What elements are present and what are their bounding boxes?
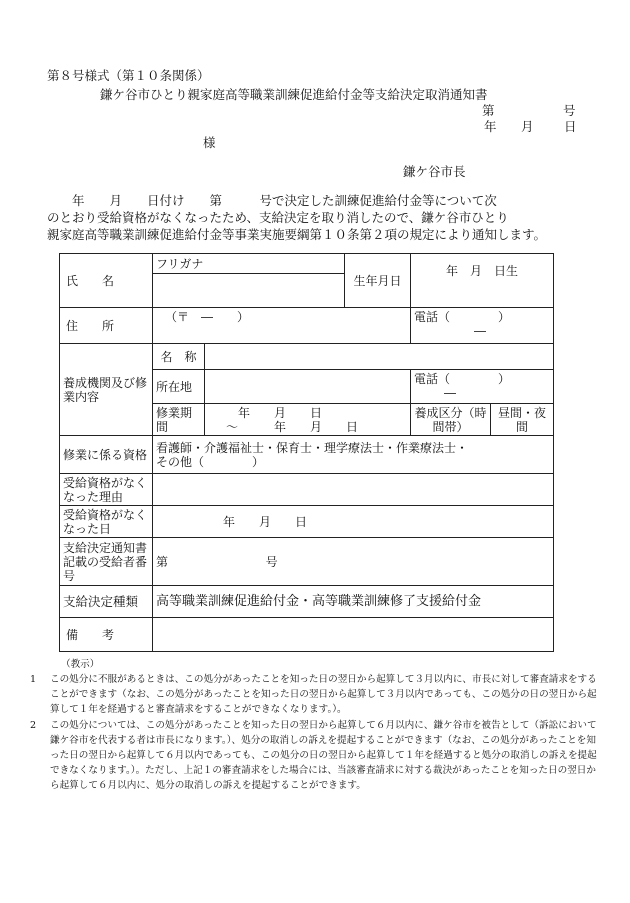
decision-kind-value[interactable]: 高等職業訓練促進給付金・高等職業訓練修了支援給付金 [153, 586, 554, 618]
note-item-1 [30, 672, 600, 717]
note-number-2: 2 [30, 720, 37, 731]
address-tel[interactable] [411, 308, 554, 344]
form-number: 第８号様式（第１０条関係） [47, 68, 210, 83]
postal-code[interactable]: （〒 ― ） [153, 308, 411, 344]
addressee-suffix: 様 [203, 135, 216, 150]
note-item-2 [30, 718, 600, 793]
date-year: 年 [484, 119, 497, 134]
document-title: 鎌ケ谷市ひとり親家庭高等職業訓練促進給付金等支給決定取消通知書 [100, 87, 488, 102]
body-line-2: のとおり受給資格がなくなったため、支給決定を取り消したので、鎌ケ谷市ひとり [47, 210, 509, 225]
notice-number-suffix: 号 [265, 554, 278, 569]
tel-label: 電話（ ） [414, 310, 511, 324]
course-type-label: 養成区分（時間帯） [411, 404, 491, 436]
lost-date-label: 受給資格がなくなった日 [60, 506, 153, 538]
notice-number-label: 支給決定通知書記載の受給者番号 [60, 538, 153, 586]
institution-tel[interactable] [411, 370, 554, 404]
doc-number-suffix: 号 [563, 103, 576, 118]
info-table [59, 253, 554, 652]
lost-date-value[interactable]: 年 月 日 [153, 506, 554, 538]
qualification-line-2: その他（ ） [156, 454, 265, 469]
issuer: 鎌ケ谷市長 [403, 164, 466, 179]
birthdate-label: 生年月日 [345, 254, 411, 308]
name-field[interactable] [153, 274, 345, 308]
notice-number-field[interactable] [153, 538, 554, 586]
institution-name-field[interactable] [205, 344, 554, 370]
note-text-1: この処分に不服があるときは、この処分があったことを知った日の翌日から起算して３月以内に、市長に対して審査請求をすることができます（なお、この処分があったことを知った日の翌日から起算して３月以内であっても、この処分の日の翌日から起算して１年を経過すると審査請求をすることができなくなります。）。 [50, 674, 597, 715]
body-line-3: 親家庭高等職業訓練促進給付金等事業実施要綱第１０条第２項の規定により通知します。 [47, 227, 547, 242]
date-month: 月 [521, 119, 534, 134]
body-line-1: 年 月 日付け 第 号で決定した訓練促進給付金等について次 [47, 193, 497, 208]
study-period[interactable] [205, 404, 411, 436]
doc-number-prefix: 第 [482, 103, 495, 118]
period-start: 年 月 日 [238, 405, 323, 420]
institution-label: 養成機関及び修業内容 [60, 344, 153, 436]
notice-number-prefix: 第 [156, 554, 169, 569]
location-field[interactable] [205, 370, 411, 404]
qualification-line-1: 看護師・介護福祉士・保育士・理学療法士・作業療法士・ [156, 440, 469, 455]
inst-tel-label: 電話（ ） [414, 372, 511, 386]
qualification-label: 修業に係る資格 [60, 436, 153, 474]
qualification-options[interactable] [153, 436, 554, 474]
remarks-field[interactable] [153, 618, 554, 652]
period-label: 修業期間 [153, 404, 205, 436]
remarks-label: 備 考 [60, 618, 153, 652]
reason-field[interactable] [153, 474, 554, 506]
decision-kind-label: 支給決定種類 [60, 586, 153, 618]
name-label: 氏 名 [60, 254, 153, 308]
inst-tel-dash: ― [444, 386, 456, 400]
reason-label: 受給資格がなくなった理由 [60, 474, 153, 506]
notes-heading: （教示） [61, 659, 100, 670]
date-day: 日 [564, 119, 577, 134]
tel-dash: ― [474, 324, 486, 338]
address-label: 住 所 [60, 308, 153, 344]
institution-name-label: 名 称 [153, 344, 205, 370]
period-end: ～ 年 月 日 [226, 419, 359, 434]
note-text-2: この処分については、この処分があったことを知った日の翌日から起算して６月以内に、鎌ケ谷市を被告として（訴訟において鎌ケ谷市を代表する者は市長になります。）、処分の取消しの訴えを提起することができます（なお、この処分があったことを知った日の翌日から起算して６月以内であっても、この処分の日の翌日から起算して１年を経過すると処分の取消しの訴えを提起できなくなります。）。ただし、上記１の審査請求をした場合には、当該審査請求に対する裁決があったことを知った日の翌日から起算して６月以内に、処分の取消しの訴えを提起することができます。 [50, 720, 597, 791]
note-number-1: 1 [30, 674, 37, 685]
birthdate-value: 年 月 日生 [411, 254, 554, 308]
location-label: 所在地 [153, 370, 205, 404]
furigana-label: フリガナ [153, 254, 345, 274]
course-type-value[interactable]: 昼間・夜間 [491, 404, 554, 436]
